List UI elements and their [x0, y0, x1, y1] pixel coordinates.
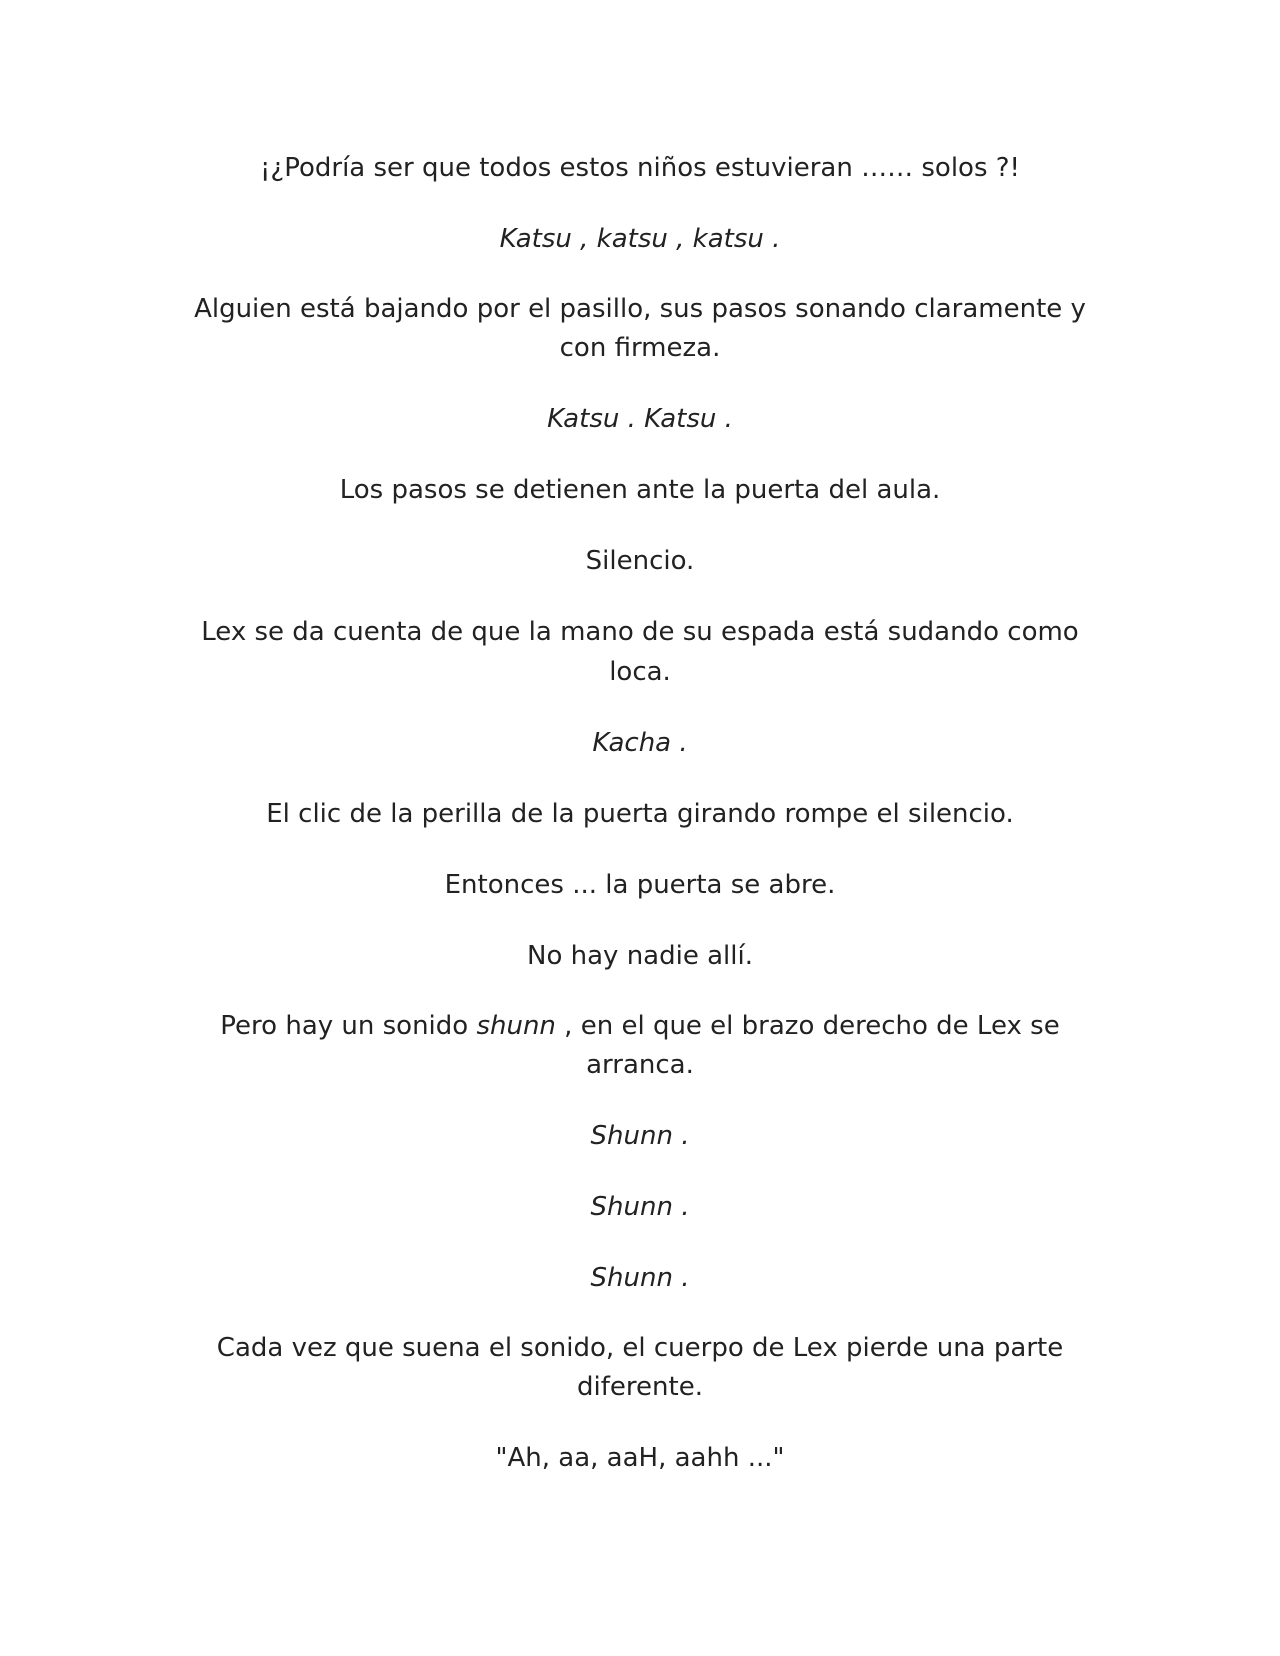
sound-effect: Shunn . [590, 1121, 690, 1151]
sound-effect: Katsu . Katsu . [547, 404, 733, 434]
sound-effect: Shunn . [590, 1192, 690, 1222]
sound-effect-inline: shunn [476, 1011, 556, 1041]
paragraph: Cada vez que suena el sonido, el cuerpo de Lex pierde una parte diferente. [216, 1333, 1064, 1402]
paragraph: ¡¿Podría ser que todos estos niños estuvieran …… solos ?! [260, 153, 1020, 183]
paragraph-text: Pero hay un sonido [220, 1011, 477, 1041]
paragraph [175, 1007, 1105, 1085]
sound-effect: Katsu , katsu , katsu . [499, 224, 781, 254]
dialogue: "Ah, aa, aaH, aahh ..." [495, 1443, 785, 1473]
paragraph: Silencio. [585, 546, 695, 576]
sound-effect: Shunn . [590, 1263, 690, 1293]
paragraph: Los pasos se detienen ante la puerta del aula. [339, 475, 941, 505]
story-text [175, 148, 1105, 1509]
paragraph: El clic de la perilla de la puerta girando rompe el silencio. [266, 799, 1014, 829]
paragraph: No hay nadie allí. [527, 941, 753, 971]
paragraph: Lex se da cuenta de que la mano de su espada está sudando como loca. [201, 617, 1079, 687]
sound-effect: Kacha . [592, 728, 688, 758]
paragraph: Entonces ... la puerta se abre. [444, 870, 836, 900]
paragraph-text: , en el que el brazo derecho de Lex se arranca. [555, 1011, 1060, 1080]
paragraph: Alguien está bajando por el pasillo, sus pasos sonando claramente y con firmeza. [194, 294, 1086, 363]
